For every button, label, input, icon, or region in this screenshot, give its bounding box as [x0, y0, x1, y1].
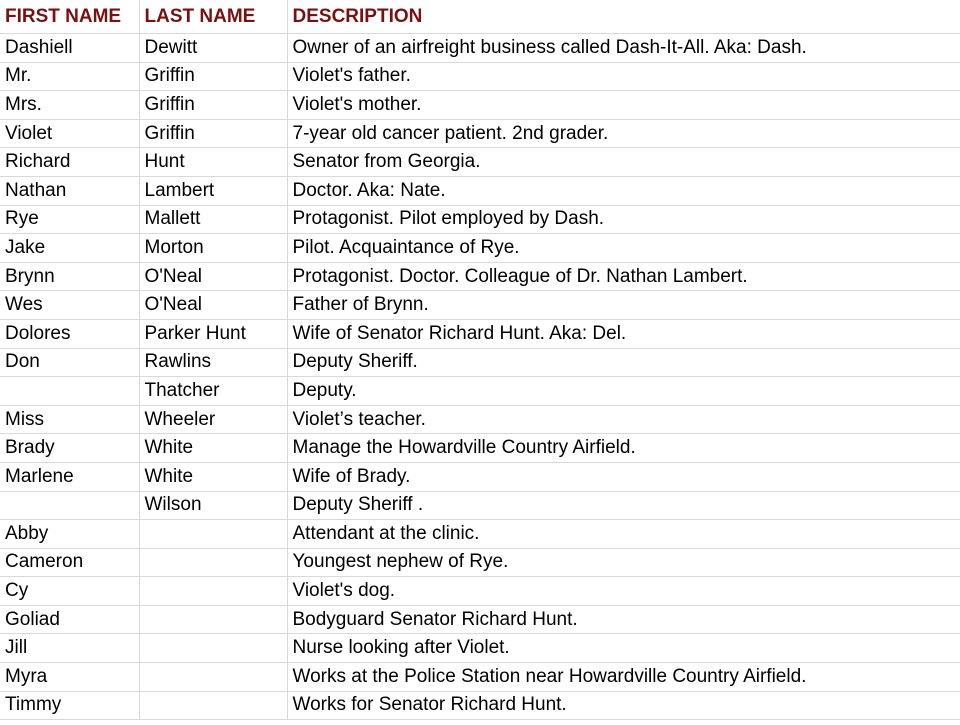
table-row: [0, 491, 960, 520]
first-name-cell: Goliad: [0, 605, 139, 634]
table-row: [0, 462, 960, 491]
last-name-cell: White: [139, 462, 287, 491]
first-name-cell: Dashiell: [0, 34, 139, 63]
table-row: [0, 348, 960, 377]
description-cell: Protagonist. Pilot employed by Dash.: [287, 205, 960, 234]
table-row: [0, 34, 960, 63]
first-name-cell: Rye: [0, 205, 139, 234]
description-cell: Attendant at the clinic.: [287, 520, 960, 549]
table-row: [0, 663, 960, 692]
first-name-cell: [0, 377, 139, 406]
description-cell: Violet's father.: [287, 62, 960, 91]
description-cell: Works at the Police Station near Howardville Country Airfield.: [287, 663, 960, 692]
table-row: [0, 520, 960, 549]
last-name-cell: Mallett: [139, 205, 287, 234]
table-row: [0, 234, 960, 263]
last-name-cell: Morton: [139, 234, 287, 263]
table-row: [0, 176, 960, 205]
table-row: [0, 405, 960, 434]
description-cell: Wife of Senator Richard Hunt. Aka: Del.: [287, 319, 960, 348]
table-row: [0, 205, 960, 234]
description-cell: Deputy.: [287, 377, 960, 406]
table-row: [0, 262, 960, 291]
table-row: [0, 548, 960, 577]
first-name-cell: Mr.: [0, 62, 139, 91]
description-cell: Doctor. Aka: Nate.: [287, 176, 960, 205]
table-body: [0, 34, 960, 720]
last-name-cell: [139, 577, 287, 606]
first-name-cell: Myra: [0, 663, 139, 692]
last-name-cell: Griffin: [139, 62, 287, 91]
description-cell: 7-year old cancer patient. 2nd grader.: [287, 119, 960, 148]
last-name-cell: Wheeler: [139, 405, 287, 434]
table-row: [0, 91, 960, 120]
table-row: [0, 319, 960, 348]
description-cell: Nurse looking after Violet.: [287, 634, 960, 663]
description-cell: Senator from Georgia.: [287, 148, 960, 177]
first-name-cell: Jake: [0, 234, 139, 263]
table-row: [0, 634, 960, 663]
table-row: [0, 605, 960, 634]
description-cell: Violet's dog.: [287, 577, 960, 606]
last-name-cell: [139, 691, 287, 720]
description-cell: Protagonist. Doctor. Colleague of Dr. Nathan Lambert.: [287, 262, 960, 291]
description-cell: Father of Brynn.: [287, 291, 960, 320]
first-name-cell: Abby: [0, 520, 139, 549]
first-name-cell: Richard: [0, 148, 139, 177]
table-row: [0, 148, 960, 177]
last-name-cell: Dewitt: [139, 34, 287, 63]
last-name-cell: Rawlins: [139, 348, 287, 377]
table-row: [0, 291, 960, 320]
description-cell: Youngest nephew of Rye.: [287, 548, 960, 577]
last-name-cell: Wilson: [139, 491, 287, 520]
description-cell: Violet’s teacher.: [287, 405, 960, 434]
table-row: [0, 377, 960, 406]
last-name-cell: Hunt: [139, 148, 287, 177]
table-row: [0, 691, 960, 720]
description-cell: Deputy Sheriff.: [287, 348, 960, 377]
last-name-cell: White: [139, 434, 287, 463]
last-name-cell: O'Neal: [139, 262, 287, 291]
description-cell: Owner of an airfreight business called Dash-It-All. Aka: Dash.: [287, 34, 960, 63]
first-name-cell: Timmy: [0, 691, 139, 720]
last-name-cell: O'Neal: [139, 291, 287, 320]
first-name-cell: Marlene: [0, 462, 139, 491]
first-name-cell: Don: [0, 348, 139, 377]
last-name-cell: Griffin: [139, 119, 287, 148]
first-name-cell: Dolores: [0, 319, 139, 348]
description-cell: Wife of Brady.: [287, 462, 960, 491]
last-name-cell: Thatcher: [139, 377, 287, 406]
last-name-cell: [139, 605, 287, 634]
description-cell: Manage the Howardville Country Airfield.: [287, 434, 960, 463]
first-name-cell: Brady: [0, 434, 139, 463]
table-row: [0, 62, 960, 91]
description-cell: Pilot. Acquaintance of Rye.: [287, 234, 960, 263]
table-row: [0, 434, 960, 463]
last-name-cell: Lambert: [139, 176, 287, 205]
last-name-cell: [139, 634, 287, 663]
first-name-cell: Cy: [0, 577, 139, 606]
table-row: [0, 577, 960, 606]
description-cell: Works for Senator Richard Hunt.: [287, 691, 960, 720]
header-row: [0, 0, 960, 34]
description-cell: Deputy Sheriff .: [287, 491, 960, 520]
last-name-cell: [139, 663, 287, 692]
last-name-cell: Parker Hunt: [139, 319, 287, 348]
header-first-name: FIRST NAME: [0, 0, 139, 34]
first-name-cell: Nathan: [0, 176, 139, 205]
last-name-cell: [139, 520, 287, 549]
header-description: DESCRIPTION: [287, 0, 960, 34]
last-name-cell: [139, 548, 287, 577]
table-row: [0, 119, 960, 148]
header-last-name: LAST NAME: [139, 0, 287, 34]
first-name-cell: [0, 491, 139, 520]
description-cell: Bodyguard Senator Richard Hunt.: [287, 605, 960, 634]
first-name-cell: Cameron: [0, 548, 139, 577]
first-name-cell: Brynn: [0, 262, 139, 291]
first-name-cell: Wes: [0, 291, 139, 320]
first-name-cell: Violet: [0, 119, 139, 148]
last-name-cell: Griffin: [139, 91, 287, 120]
first-name-cell: Mrs.: [0, 91, 139, 120]
description-cell: Violet's mother.: [287, 91, 960, 120]
first-name-cell: Jill: [0, 634, 139, 663]
first-name-cell: Miss: [0, 405, 139, 434]
